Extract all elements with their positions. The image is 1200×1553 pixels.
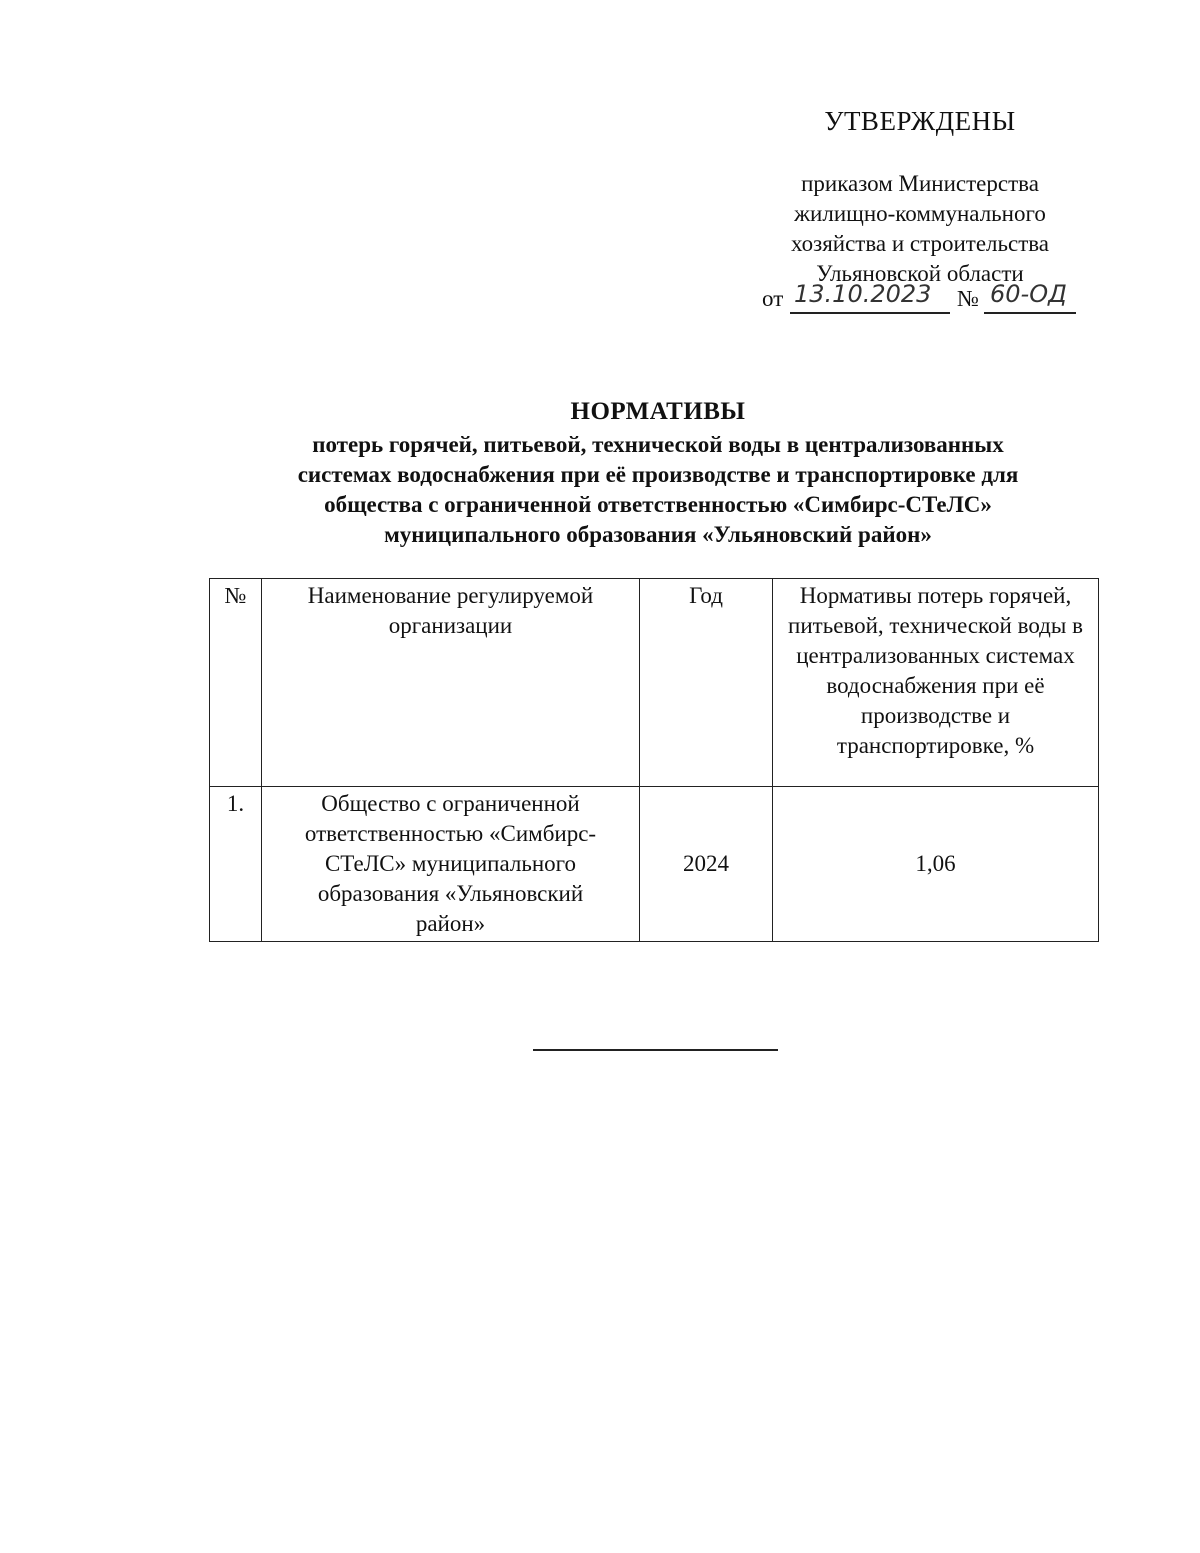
date-prefix: от (762, 286, 784, 311)
order-date-number-row (762, 282, 1092, 322)
approval-line: приказом Министерства (801, 171, 1039, 196)
number-prefix: № (957, 286, 979, 311)
table-row (210, 787, 1099, 942)
title-subtitle-line: системах водоснабжения при её производстве и транспортировке для (297, 462, 1019, 487)
approval-heading: УТВЕРЖДЕНЫ (824, 106, 1016, 136)
document-title (200, 398, 1116, 550)
title-subtitle-line: общества с ограниченной ответственностью «Симбирс-СТеЛС» (324, 492, 992, 517)
header-num: № (210, 579, 262, 787)
order-date-handwritten: 13.10.2023 (794, 280, 932, 308)
order-number-handwritten: 60-ОД (990, 280, 1067, 308)
title-main: НОРМАТИВЫ (570, 398, 746, 425)
approval-line: хозяйства и строительства (790, 231, 1050, 256)
approval-line: жилищно-коммунального (794, 201, 1046, 226)
number-underline (984, 312, 1076, 314)
header-norm: Нормативы потерь горячей, питьевой, технической воды в централизованных системах водоснабжения при её производстве и транспортировке, % (773, 579, 1099, 787)
end-divider (533, 1049, 778, 1051)
approval-order-text (740, 169, 1100, 289)
table-header-row (210, 579, 1099, 787)
title-subtitle-line: потерь горячей, питьевой, технической воды в централизованных (312, 432, 1004, 457)
header-year: Год (640, 579, 773, 787)
approval-line: Ульяновской области (816, 261, 1024, 286)
cell-org: Общество с ограниченной ответственностью «Симбирс-СТеЛС» муниципального образования «Ульяновский район» (262, 787, 640, 942)
cell-norm: 1,06 (773, 787, 1099, 942)
header-org: Наименование регулируемой организации (262, 579, 640, 787)
date-underline (790, 312, 950, 314)
norms-table (209, 578, 1099, 942)
cell-year: 2024 (640, 787, 773, 942)
title-subtitle-line: муниципального образования «Ульяновский район» (384, 522, 932, 547)
cell-num: 1. (210, 787, 262, 942)
